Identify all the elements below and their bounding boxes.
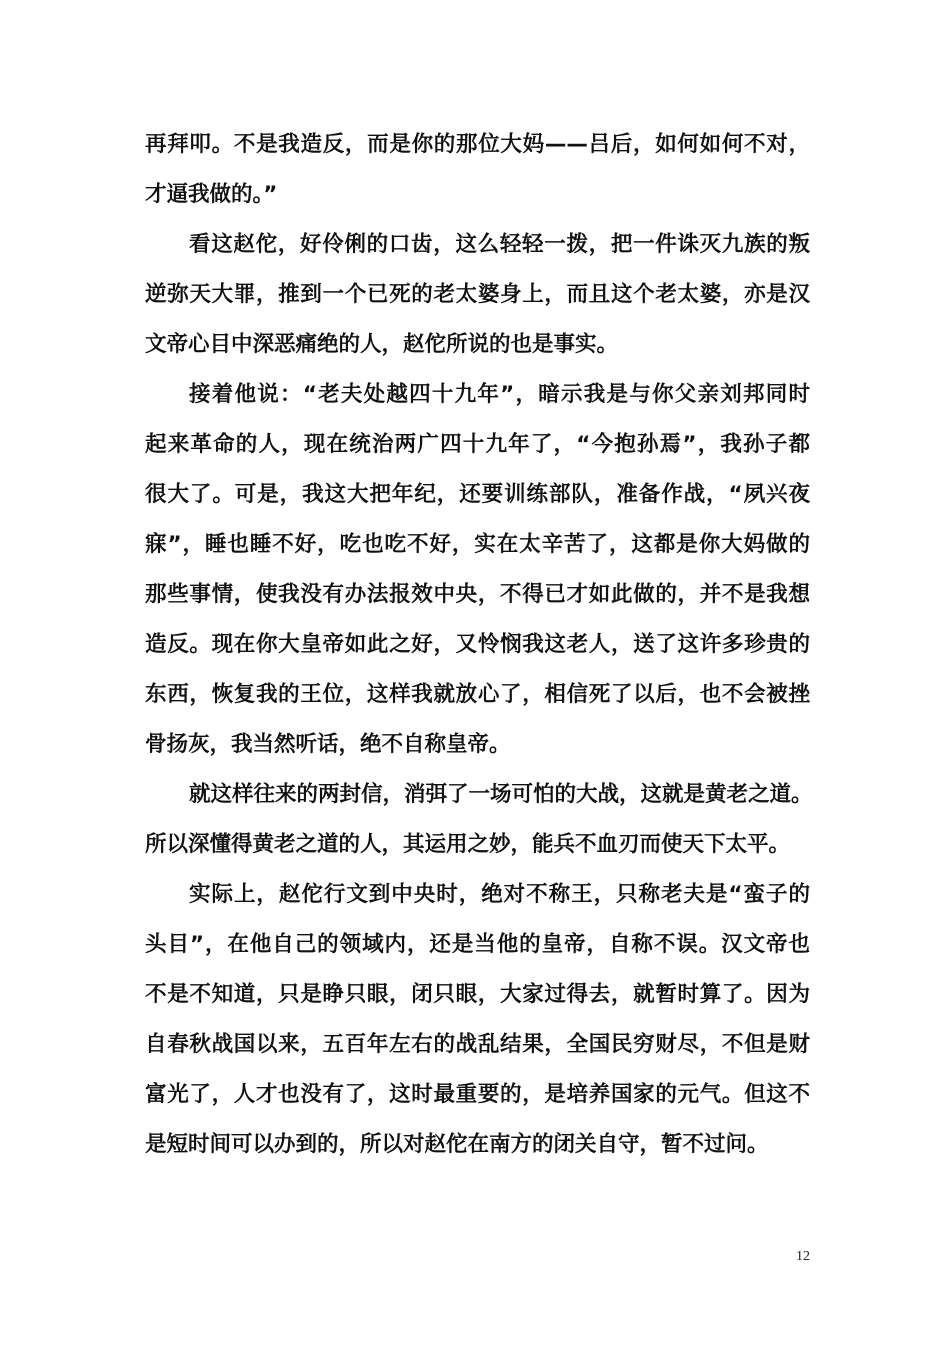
text-line: 是短时间可以办到的，所以对赵佗在南方的闭关自守，暂不过问。 [145,1132,769,1157]
text-line: 逆弥天大罪，推到一个已死的老太婆身上，而且这个老太婆，亦是汉 [145,282,810,307]
text-line: 很大了。可是，我这大把年纪，还要训练部队，准备作战，“夙兴夜 [145,482,810,507]
text-line: 自春秋战国以来，五百年左右的战乱结果，全国民穷财尽，不但是财 [145,1032,810,1057]
body-text [145,120,813,1170]
text-line: 实际上，赵佗行文到中央时，绝对不称王，只称老夫是“蛮子的 [189,882,810,907]
text-line: 东西，恢复我的王位，这样我就放心了，相信死了以后，也不会被挫 [145,682,810,707]
text-line: 不是不知道，只是睁只眼，闭只眼，大家过得去，就暂时算了。因为 [145,982,810,1007]
text-line: 再拜叩。不是我造反，而是你的那位大妈——吕后，如何如何不对， [145,132,810,157]
paragraph [145,870,810,1170]
text-line: 文帝心目中深恶痛绝的人，赵佗所说的也是事实。 [145,332,619,357]
text-line: 富光了，人才也没有了，这时最重要的，是培养国家的元气。但这不 [145,1082,810,1107]
text-line: 才逼我做的。” [145,182,278,207]
paragraph [145,220,810,370]
paragraph [145,120,810,220]
text-line: 就这样往来的两封信，消弭了一场可怕的大战，这就是黄老之道。 [189,782,813,807]
text-line: 看这赵佗，好伶俐的口齿，这么轻轻一拨，把一件诛灭九族的叛 [189,232,810,257]
text-line: 骨扬灰，我当然听话，绝不自称皇帝。 [145,732,511,757]
text-line: 头目”，在他自己的领域内，还是当他的皇帝，自称不误。汉文帝也 [145,932,810,957]
text-line: 所以深懂得黄老之道的人，其运用之妙，能兵不血刃而使天下太平。 [145,832,791,857]
paragraph [145,770,813,870]
text-line: 寐”，睡也睡不好，吃也吃不好，实在太辛苦了，这都是你大妈做的 [145,532,810,557]
text-line: 起来革命的人，现在统治两广四十九年了，“今抱孙焉”，我孙子都 [145,432,810,457]
paragraph [145,370,810,770]
text-line: 造反。现在你大皇帝如此之好，又怜悯我这老人，送了这许多珍贵的 [145,632,810,657]
text-line: 接着他说：“老夫处越四十九年”，暗示我是与你父亲刘邦同时 [189,382,810,407]
page-number: 12 [796,1249,810,1264]
text-line: 那些事情，使我没有办法报效中央，不得已才如此做的，并不是我想 [145,582,810,607]
